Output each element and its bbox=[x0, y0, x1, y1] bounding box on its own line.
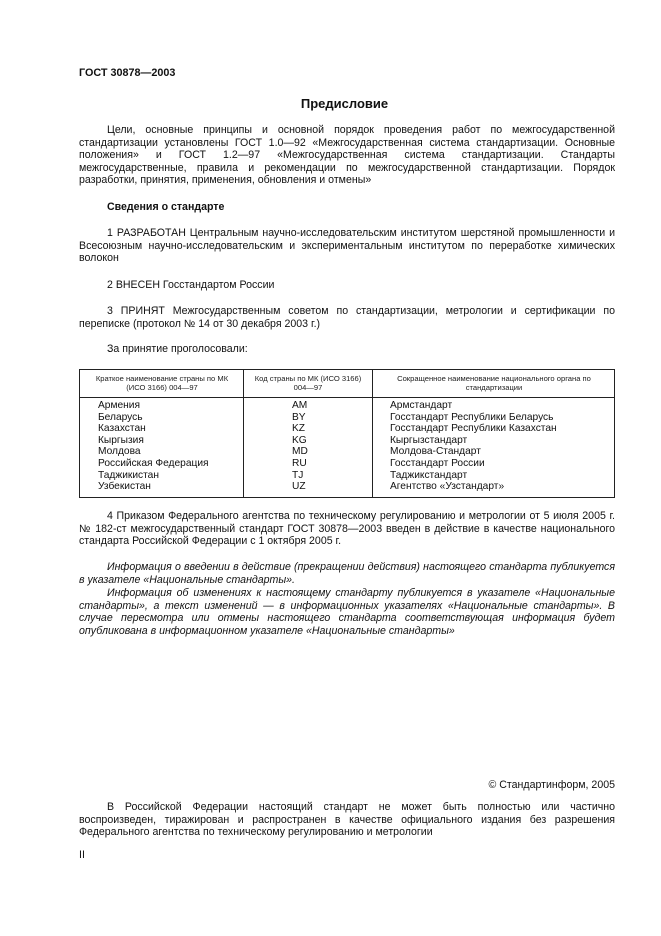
table-column-divider bbox=[372, 370, 373, 497]
info-note-changes: Информация об изменениях к настоящему стандарту публикуется в указателе «Национальные стандарты», а текст изменений — в информационных указателях «Национальные стандарты». В случае пересмотра или отмены настоящего стандарта соответствующая информация будет опубликована в информационном указателе «Национальные стандарты» bbox=[79, 587, 615, 637]
table-cell-code: MD bbox=[292, 446, 308, 458]
voted-label: За принятие проголосовали: bbox=[107, 343, 248, 355]
page-title: Предисловие bbox=[300, 96, 389, 111]
table-header-code: Код страны по МК (ИСО 3166) 004—97 bbox=[254, 374, 362, 392]
table-cell-country: Российская Федерация bbox=[98, 457, 209, 469]
table-cell-body: Таджикстандарт bbox=[390, 469, 468, 481]
table-cell-country: Узбекистан bbox=[98, 481, 151, 493]
table-cell-code: BY bbox=[292, 411, 306, 423]
info-heading: Сведения о стандарте bbox=[107, 201, 225, 213]
info-note-enactment: Информация о введении в действие (прекращении действия) настоящего стандарта публикуется в указателе «Национальные стандарты». bbox=[79, 561, 615, 586]
table-cell-code: TJ bbox=[292, 469, 304, 481]
table-cell-country: Беларусь bbox=[98, 411, 143, 423]
item-4-enacted: 4 Приказом Федерального агентства по техническому регулированию и метрологии от 5 июля 2005 г. № 182-ст межгосударственный стандарт ГОСТ 30878—2003 введен в действие в качестве национального стандарта Российской Федерации с 1 октября 2005 г. bbox=[79, 510, 615, 548]
table-cell-code: UZ bbox=[292, 481, 306, 493]
table-cell-country: Кыргызия bbox=[98, 434, 144, 446]
table-column-codes bbox=[292, 400, 308, 493]
table-cell-body: Госстандарт России bbox=[390, 457, 485, 469]
table-cell-body: Госстандарт Республики Казахстан bbox=[390, 423, 557, 435]
table-cell-body: Армстандарт bbox=[390, 400, 453, 411]
table-cell-body: Агентство «Узстандарт» bbox=[390, 481, 505, 493]
table-cell-code: KG bbox=[292, 434, 307, 446]
table-header-body: Сокращенное наименование национального органа по стандартизации bbox=[397, 374, 591, 392]
table-cell-code: AM bbox=[292, 400, 308, 411]
table-cell-country: Таджикистан bbox=[98, 469, 159, 481]
intro-paragraph: Цели, основные принципы и основной порядок проведения работ по межгосударственной стандартизации установлены ГОСТ 1.0—92 «Межгосударственная система стандартизации. Основные положения» и ГОСТ 1.2—97 «Межгосударственная система стандартизации. Стандарты межгосударственные, правила и рекомендации по межгосударственной стандартизации. Порядок разработки, принятия, применения, обновления и отмены» bbox=[79, 124, 615, 187]
table-column-bodies bbox=[390, 400, 557, 493]
table-cell-code: KZ bbox=[292, 423, 306, 435]
table-cell-code: RU bbox=[292, 457, 307, 469]
table-header-divider bbox=[80, 397, 614, 398]
table-cell-country: Молдова bbox=[98, 446, 141, 458]
table-cell-country: Армения bbox=[98, 400, 140, 411]
table-header-country: Краткое наименование страны по МК (ИСО 3166) 004—97 bbox=[95, 374, 229, 392]
table-cell-body: Госстандарт Республики Беларусь bbox=[390, 411, 554, 423]
copyright-notice: © Стандартинформ, 2005 bbox=[488, 779, 615, 791]
rights-notice: В Российской Федерации настоящий стандарт не может быть полностью или частично воспроизведен, тиражирован и распространен в качестве официального издания без разрешения Федерального агентства по техническому регулированию и метрологии bbox=[79, 801, 615, 839]
item-2-submitted: 2 ВНЕСЕН Госстандартом России bbox=[107, 279, 275, 291]
item-3-adopted: 3 ПРИНЯТ Межгосударственным советом по стандартизации, метрологии и сертификации по переписке (протокол № 14 от 30 декабря 2003 г.) bbox=[79, 305, 615, 330]
table-cell-body: Молдова-Стандарт bbox=[390, 446, 481, 458]
table-cell-body: Кыргызстандарт bbox=[390, 434, 468, 446]
table-column-countries bbox=[98, 400, 209, 493]
item-1-developed: 1 РАЗРАБОТАН Центральным научно-исследовательским институтом шерстяной промышленности и Всесоюзным научно-исследовательским и экспериментальным институтом по переработке химических волокон bbox=[79, 227, 615, 265]
voting-table bbox=[79, 369, 615, 498]
document-header: ГОСТ 30878—2003 bbox=[79, 67, 176, 79]
table-column-divider bbox=[243, 370, 244, 497]
page-number: II bbox=[79, 849, 85, 861]
table-cell-country: Казахстан bbox=[98, 423, 146, 435]
